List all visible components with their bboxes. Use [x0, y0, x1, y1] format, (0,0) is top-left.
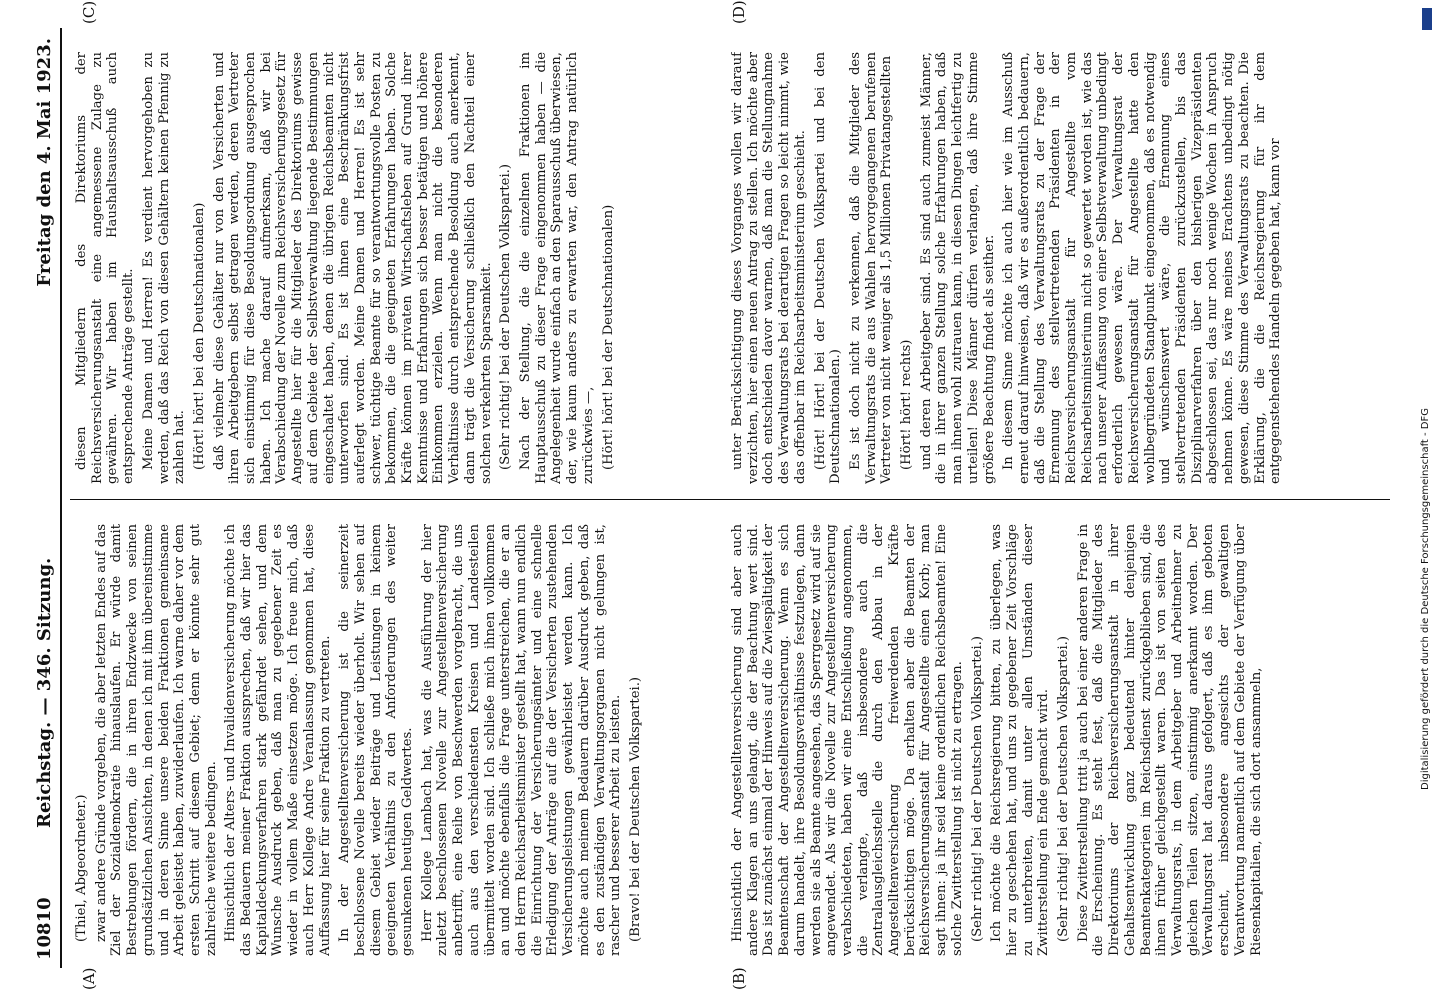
- paragraph: (Hört! Hört! bei der Deutschen Volkspartei und bei den Deutschnationalen.): [812, 52, 844, 484]
- paragraph: zwar andere Gründe vorgeben, die aber letzten Endes auf das Ziel der Sozialdemokratie hinauslaufen. Er würde damit Bestrebungen fördern, die in ihren Endzwecke von seinen grundsätzlichen Ansichten, in denen ich mit ihm übereinstimme und in deren Sinne unsere beiden Fraktionen gemeinsame Arbeit geleistet haben, zuwiderlaufen. Ich warne daher vor dem ersten Schritt auf diesem Gebiet; denn er könnte sehr gut zahlreiche weitere bedingen.: [93, 524, 219, 956]
- paragraph: Hinsichtlich der Alters- und Invalidenversicherung möchte ich das Bedauern meiner Fraktion aussprechen, daß wir hier das Kapitaldeckungsverfahren stark gefährdet sehen, und dem Wunsche Ausdruck geben, daß man zu gegebener Zeit es wieder in vollem Maße einsetzen möge. Ich freue mich, daß auch Herr Kollege Andre Veranlassung genommen hat, diese Auffassung hier für seine Fraktion zu vertreten.: [223, 524, 333, 956]
- paragraph: Nach der Stellung, die die einzelnen Fraktionen im Hauptausschuß zu dieser Frage eingenommen haben — die Angelegenheit wurde einfach an den Sparausschuß überwiesen, der, wie kaum anders zu erwarten war, den Antrag natürlich zurückwies —,: [517, 52, 596, 484]
- paragraph: diesen Mitgliedern des Direktoriums der Reichsversicherungsanstalt eine angemessene Zulage zu gewähren. Wir haben im Haushaltsausschuß auch entsprechende Anträge gestellt.: [74, 52, 137, 484]
- paragraph: (Sehr richtig! bei der Deutschen Volkspartei.): [1056, 635, 1072, 942]
- paragraph: In diesem Sinne möchte ich auch hier wie im Ausschuß erneut darauf hinweisen, daß wir es außerordentlich bedauern, daß die Stellung des Verwaltungsrats zu der Frage der Ernennung des stellvertretenden Präsidenten in der Reichsversicherungsanstalt für Angestellte vom Reichsarbeitsministerium nicht so gewertet worden ist, wie das nach unserer Auffassung von einer Selbstverwaltung unbedingt erforderlich gewesen wäre. Der Verwaltungsrat der Reichsversicherungsanstalt für Angestellte hatte den wohlbegründeten Standpunkt eingenommen, daß es notwendig und wünschenswert wäre, die Ernennung eines stellvertretenden Präsidenten zurückzustellen, bis das Disziplinarverfahren über den bisherigen Vizepräsidenten abgeschlossen sei, das nur noch wenige Wochen in Anspruch nehmen könne. Es wäre meines Erachtens unbedingt nötig gewesen, diese Stimme des Verwaltungsrats zu beachten. Die Erklärung, die die Reichsregierung für ihr dem entgegenstehendes Handeln gegeben hat, kann vor: [1001, 52, 1284, 484]
- paragraph: Hinsichtlich der Angestelltenversicherung sind aber auch andere Klagen an uns gelangt, die der Beachtung wert sind. Das ist zunächst einmal der Hinweis auf die Zwiespältigkeit der Beamtenschaft der Angestelltenversicherung. Wenn es sich darum handelt, ihre Besoldungsverhältnisse festzulegen, dann werden sie als Beamte angesehen, das Sperrgesetz wird auf sie angewendet. Als wir die Novelle zur Angestelltenversicherung verabschiedeten, haben wir eine Entschließung angenommen, die verlangte, daß insbesondere auch die Zentralausgleichsstelle die durch den Abbau in der Angestelltenversicherung freiwerdenden Kräfte berücksichtigen möge. Da erhalten aber die Beamten der Reichsversicherungsanstalt für Angestellte einen Korb; man sagt ihnen: ja ihr seid keine ordentlichen Reichsbeamten! Eine solche Zwitterstellung ist nicht zu ertragen.: [730, 524, 965, 956]
- session-date: Freitag den 4. Mai 1923.: [34, 38, 55, 287]
- session-title: Reichstag. — 346. Sitzung.: [34, 557, 55, 828]
- paragraph: Ich möchte die Reichsregierung bitten, zu überlegen, was hier zu geschehen hat, und uns zu gegebener Zeit Vorschläge zu unterbreiten, damit unter allen Umständen dieser Zwitterstellung ein Ende gemacht wird.: [989, 524, 1052, 956]
- text-column-left-top: [74, 524, 722, 956]
- text-column-left-bottom: [730, 524, 1390, 956]
- margin-marker-c: (C): [80, 0, 98, 24]
- paragraph: Meine Damen und Herren! Es verdient hervorgehoben zu werden, daß das Reich von diesen Gehältern keinen Pfennig zu zahlen hat.: [140, 52, 188, 484]
- margin-marker-d: (D): [730, 0, 748, 24]
- paragraph: (Bravo! bei der Deutschen Volkspartei.): [627, 676, 643, 942]
- paragraph: Diese Zwitterstellung tritt ja auch bei einer anderen Frage in die Erscheinung. Es steht fest, daß die Mitglieder des Direktoriums der Reichsversicherungsanstalt in ihrer Gehaltsentwicklung ganz bedeutend hinter denjenigen Beamtenkategorien im Reichsdienst zurückgeblieben sind, die ihnen früher gleichgestellt waren. Das ist von seiten des Verwaltungsrats, in dem Arbeitgeber und Arbeitnehmer zu gleichen Teilen sitzen, einstimmig anerkannt worden. Der Verwaltungsrat hat daraus gefolgert, daß es ihm geboten erscheint, insbesondere angesichts der gewaltigen Verantwortung namentlich auf dem Gebiete der Verfügung über Riesenkapitalien, die sich dort ansammeln,: [1075, 524, 1264, 956]
- page-header: [30, 28, 62, 968]
- credit-text: Digitalisierung gefördert durch die Deutsche Forschungsgemeinschaft - DFG: [1420, 407, 1431, 790]
- paragraph: (Hört! hört! bei den Deutschnationalen): [191, 202, 207, 470]
- margin-marker-a: (A): [80, 967, 98, 990]
- paragraph: und deren Arbeitgeber sind. Es sind auch zumeist Männer, die in ihrer ganzen Stellung solche Erfahrungen haben, daß man ihnen wohl zutrauen kann, in diesen Dingen leichtfertig zu urteilen! Diese Männer dürfen verlangen, daß ihre Stimme größere Beachtung findet als seither.: [918, 52, 997, 484]
- paragraph: Herr Kollege Lambach hat, was die Ausführung der hier zuletzt beschlossenen Novelle zur Angestelltenversicherung anbetrifft, eine Reihe von Beschwerden vorgebracht, die uns auch aus den verschiedensten Kreisen und Landesteilen übermittelt worden sind. Ich schließe mich ihnen vollkommen an und möchte ebenfalls die Frage unterstreichen, die er an den Herrn Reichsarbeitsminister gestellt hat, wann nun endlich die Einrichtung der Versicherungsämter und eine schnelle Erledigung der Anträge auf die der Versicherten zustehenden Versicherungsleistungen gewährleistet werden kann. Ich möchte auch meinem Bedauern darüber Ausdruck geben, daß es den zuständigen Verwaltungsorganen nicht gelungen ist, rascher und besserer Arbeit zu leisten.: [419, 524, 624, 956]
- paragraph: (Thiel, Abgeordneter.): [74, 794, 89, 942]
- margin-marker-b: (B): [730, 967, 748, 990]
- paragraph: (Hört! hört! rechts): [899, 339, 915, 470]
- paragraph: Es ist doch nicht zu verkennen, daß die Mitglieder des Verwaltungsrats die aus Wahlen hervorgegangenen berufenen Vertreter von nicht weniger als 1,5 Millionen Privatangestellten: [847, 52, 895, 484]
- text-column-right-bottom: [730, 52, 1390, 484]
- paragraph: daß vielmehr diese Gehälter nur von den Versicherten und ihren Arbeitgebern selbst getragen werden, deren Vertreter sich einstimmig für diese Besoldungsordnung ausgesprochen haben. Ich mache darauf aufmerksam, daß wir bei Verabschiedung der Novelle zum Reichsversicherungsgesetz für Angestellte hier für die Mitglieder des Direktoriums gewisse auf dem Gebiete der Selbstverwaltung liegende Bestimmungen eingeschaltet haben, denen die übrigen Reichsbeamten nicht unterworfen sind. Es ist ihnen eine Beschränkungsfrist auferlegt worden. Meine Damen und Herren! Es ist sehr schwer, tüchtige Beamte für so verantwortungsvolle Posten zu bekommen, die die geeigneten Erfahrungen haben. Solche Kräfte können im privaten Wirtschaftsleben auf Grund ihrer Kenntnisse und Erfahrungen sich besser betätigen und höhere Einkommen erzielen. Wenn man nicht die besonderen Verhältnisse durch entsprechende Besoldung auch anerkennt, dann trägt die Versicherung schließlich den Nachteil einer solchen verkehrten Sparsamkeit.: [211, 52, 494, 484]
- paragraph: unter Berücksichtigung dieses Vorganges wollen wir darauf verzichten, hier einen neuen Antrag zu stellen. Ich möchte aber doch entschieden davor warnen, daß man die Stellungnahme des Verwaltungsrats bei derartigen Fragen so leicht nimmt, wie das offenbar im Reichsarbeitsministerium geschieht.: [730, 52, 808, 484]
- paragraph: In der Angestelltenversicherung ist die seinerzeit beschlossene Novelle bereits wieder überholt. Wir sehen auf diesem Gebiet wieder Beiträge und Leistungen in keinem geeigneten Verhältnis zu den Anforderungen des weiter gesunkenen heutigen Geldwertes.: [337, 524, 416, 956]
- page-number: 10810: [34, 897, 55, 960]
- text-column-right-top: [74, 52, 722, 484]
- paragraph: (Sehr richtig! bei der Deutschen Volkspartei.): [969, 635, 985, 942]
- rotated-page: [30, 0, 1410, 990]
- paragraph: (Hört! hört! bei der Deutschnationalen): [600, 204, 616, 470]
- digitization-credit: [1420, 10, 1434, 790]
- column-divider: [70, 499, 1390, 500]
- paragraph: (Sehr richtig! bei der Deutschen Volkspartei.): [498, 163, 514, 470]
